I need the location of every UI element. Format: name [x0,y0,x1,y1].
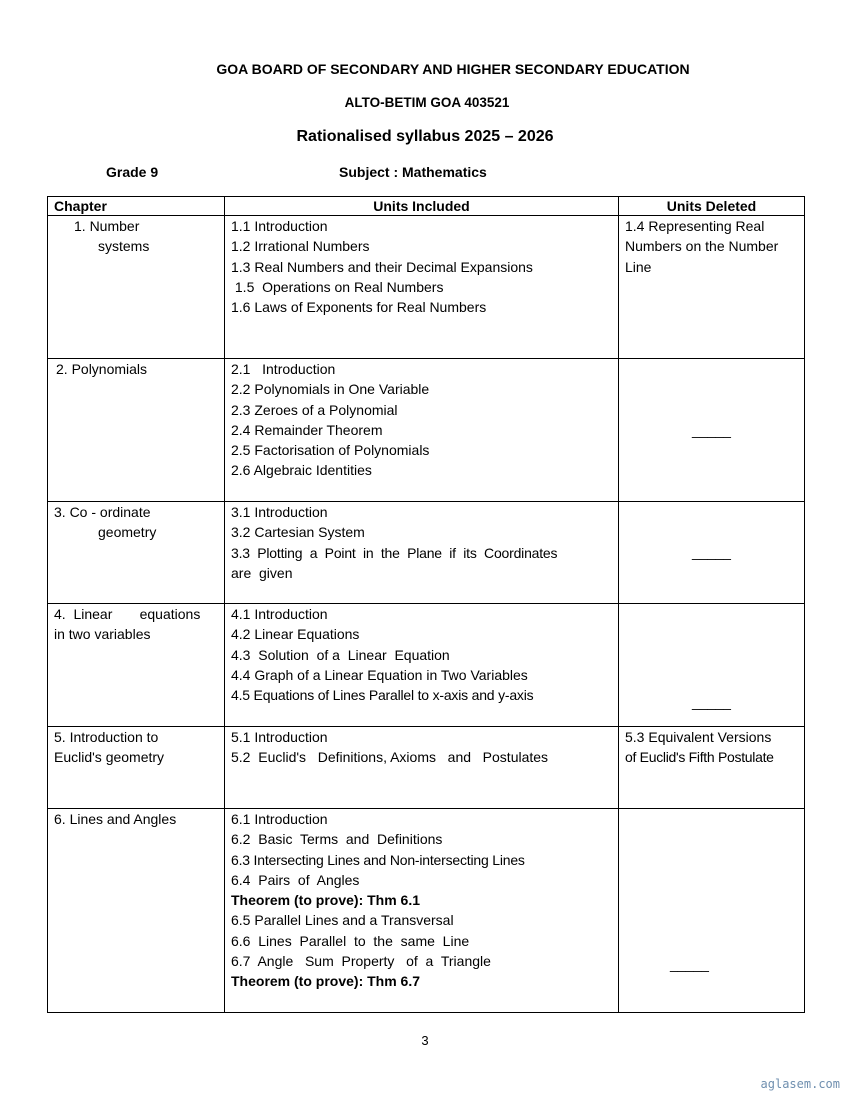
unit-line: are given [231,564,293,581]
unit-line: 6.2 Basic Terms and Definitions [231,831,443,848]
table-row [48,359,805,502]
chapter-line: 5. Introduction to [54,729,159,745]
unit-line: 1.5 Operations on Real Numbers [231,278,444,295]
chapter-line: 3. Co - ordinate [54,504,151,520]
unit-line: 4.5 Equations of Lines Parallel to x-axis and y-axis [231,687,534,704]
chapter-line: 1. Number [74,218,140,234]
unit-line: 2.2 Polynomials in One Variable [231,381,430,398]
chapter-cell [48,727,225,809]
unit-line: 2.4 Remainder Theorem [231,421,383,438]
table-row [48,216,805,359]
no-deletion-mark: _____ [692,421,731,438]
deleted-line: Line [625,258,652,275]
column-header-units-deleted: Units Deleted [619,197,805,216]
units-deleted-cell [619,216,805,359]
unit-line: 5.1 Introduction [231,729,328,745]
theorem-note: Theorem (to prove): Thm 6.7 [231,973,421,990]
document-title: Rationalised syllabus 2025 – 2026 [296,128,554,145]
theorem-note: Theorem (to prove): Thm 6.1 [231,892,421,909]
unit-line: 2.3 Zeroes of a Polynomial [231,401,398,418]
unit-line: 3.3 Plotting a Point in the Plane if its Coordinates [231,544,558,561]
table-row [48,809,805,1013]
unit-line: 4.2 Linear Equations [231,626,360,643]
unit-line: 1.1 Introduction [231,218,328,234]
unit-line: 3.2 Cartesian System [231,524,365,541]
syllabus-table [47,196,805,1013]
chapter-line: geometry [98,524,157,541]
chapter-line: 6. Lines and Angles [54,811,177,827]
board-address: ALTO-BETIM GOA 403521 [344,95,510,110]
deleted-line: 5.3 Equivalent Versions [625,729,772,745]
chapter-line: 4. Linear equations [54,606,201,622]
units-included-cell [225,216,619,359]
unit-line: 6.6 Lines Parallel to the same Line [231,932,470,949]
unit-line: 6.3 Intersecting Lines and Non-intersecting Lines [231,851,525,868]
units-included-cell [225,809,619,1013]
chapter-cell [48,502,225,604]
deleted-line: 1.4 Representing Real [625,218,765,234]
table-header-row [48,197,805,216]
column-header-units-included: Units Included [225,197,619,216]
units-included-cell [225,359,619,502]
unit-line: 1.3 Real Numbers and their Decimal Expansions [231,258,533,275]
chapter-line: 2. Polynomials [56,361,148,377]
table-row [48,502,805,604]
no-deletion-mark: _____ [692,693,731,710]
no-deletion-mark: _____ [670,955,709,972]
table-row [48,604,805,727]
grade-label: Grade 9 [106,164,159,180]
chapter-line: Euclid's geometry [54,749,165,766]
table-row [48,727,805,809]
page-number: 3 [421,1033,429,1048]
unit-line: 6.7 Angle Sum Property of a Triangle [231,953,491,970]
unit-line: 4.4 Graph of a Linear Equation in Two Variables [231,666,528,683]
chapter-cell [48,216,225,359]
board-name: GOA BOARD OF SECONDARY AND HIGHER SECONDARY EDUCATION [216,61,690,77]
unit-line: 1.2 Irrational Numbers [231,238,370,255]
units-deleted-cell [619,604,805,727]
unit-line: 4.3 Solution of a Linear Equation [231,646,450,663]
unit-line: 3.1 Introduction [231,504,328,520]
unit-line: 1.6 Laws of Exponents for Real Numbers [231,299,487,316]
units-deleted-cell [619,727,805,809]
units-deleted-cell [619,502,805,604]
units-deleted-cell [619,809,805,1013]
subject-label: Subject : Mathematics [339,164,487,180]
deleted-line: Numbers on the Number [625,238,779,255]
chapter-line: systems [98,238,150,255]
chapter-cell [48,809,225,1013]
unit-line: 4.1 Introduction [231,606,328,622]
unit-line: 6.5 Parallel Lines and a Transversal [231,912,454,929]
no-deletion-mark: _____ [692,544,731,561]
unit-line: 2.6 Algebraic Identities [231,462,372,479]
unit-line: 6.1 Introduction [231,811,328,827]
column-header-chapter: Chapter [48,197,225,216]
unit-line: 6.4 Pairs of Angles [231,871,360,888]
chapter-cell [48,604,225,727]
watermark: aglasem.com [760,1077,840,1091]
chapter-cell [48,359,225,502]
units-included-cell [225,604,619,727]
units-deleted-cell [619,359,805,502]
chapter-line: in two variables [54,626,151,643]
units-included-cell [225,727,619,809]
unit-line: 2.5 Factorisation of Polynomials [231,442,430,459]
deleted-line: of Euclid's Fifth Postulate [625,749,774,766]
units-included-cell [225,502,619,604]
unit-line: 5.2 Euclid's Definitions, Axioms and Postulates [231,749,549,766]
unit-line: 2.1 Introduction [231,361,336,377]
